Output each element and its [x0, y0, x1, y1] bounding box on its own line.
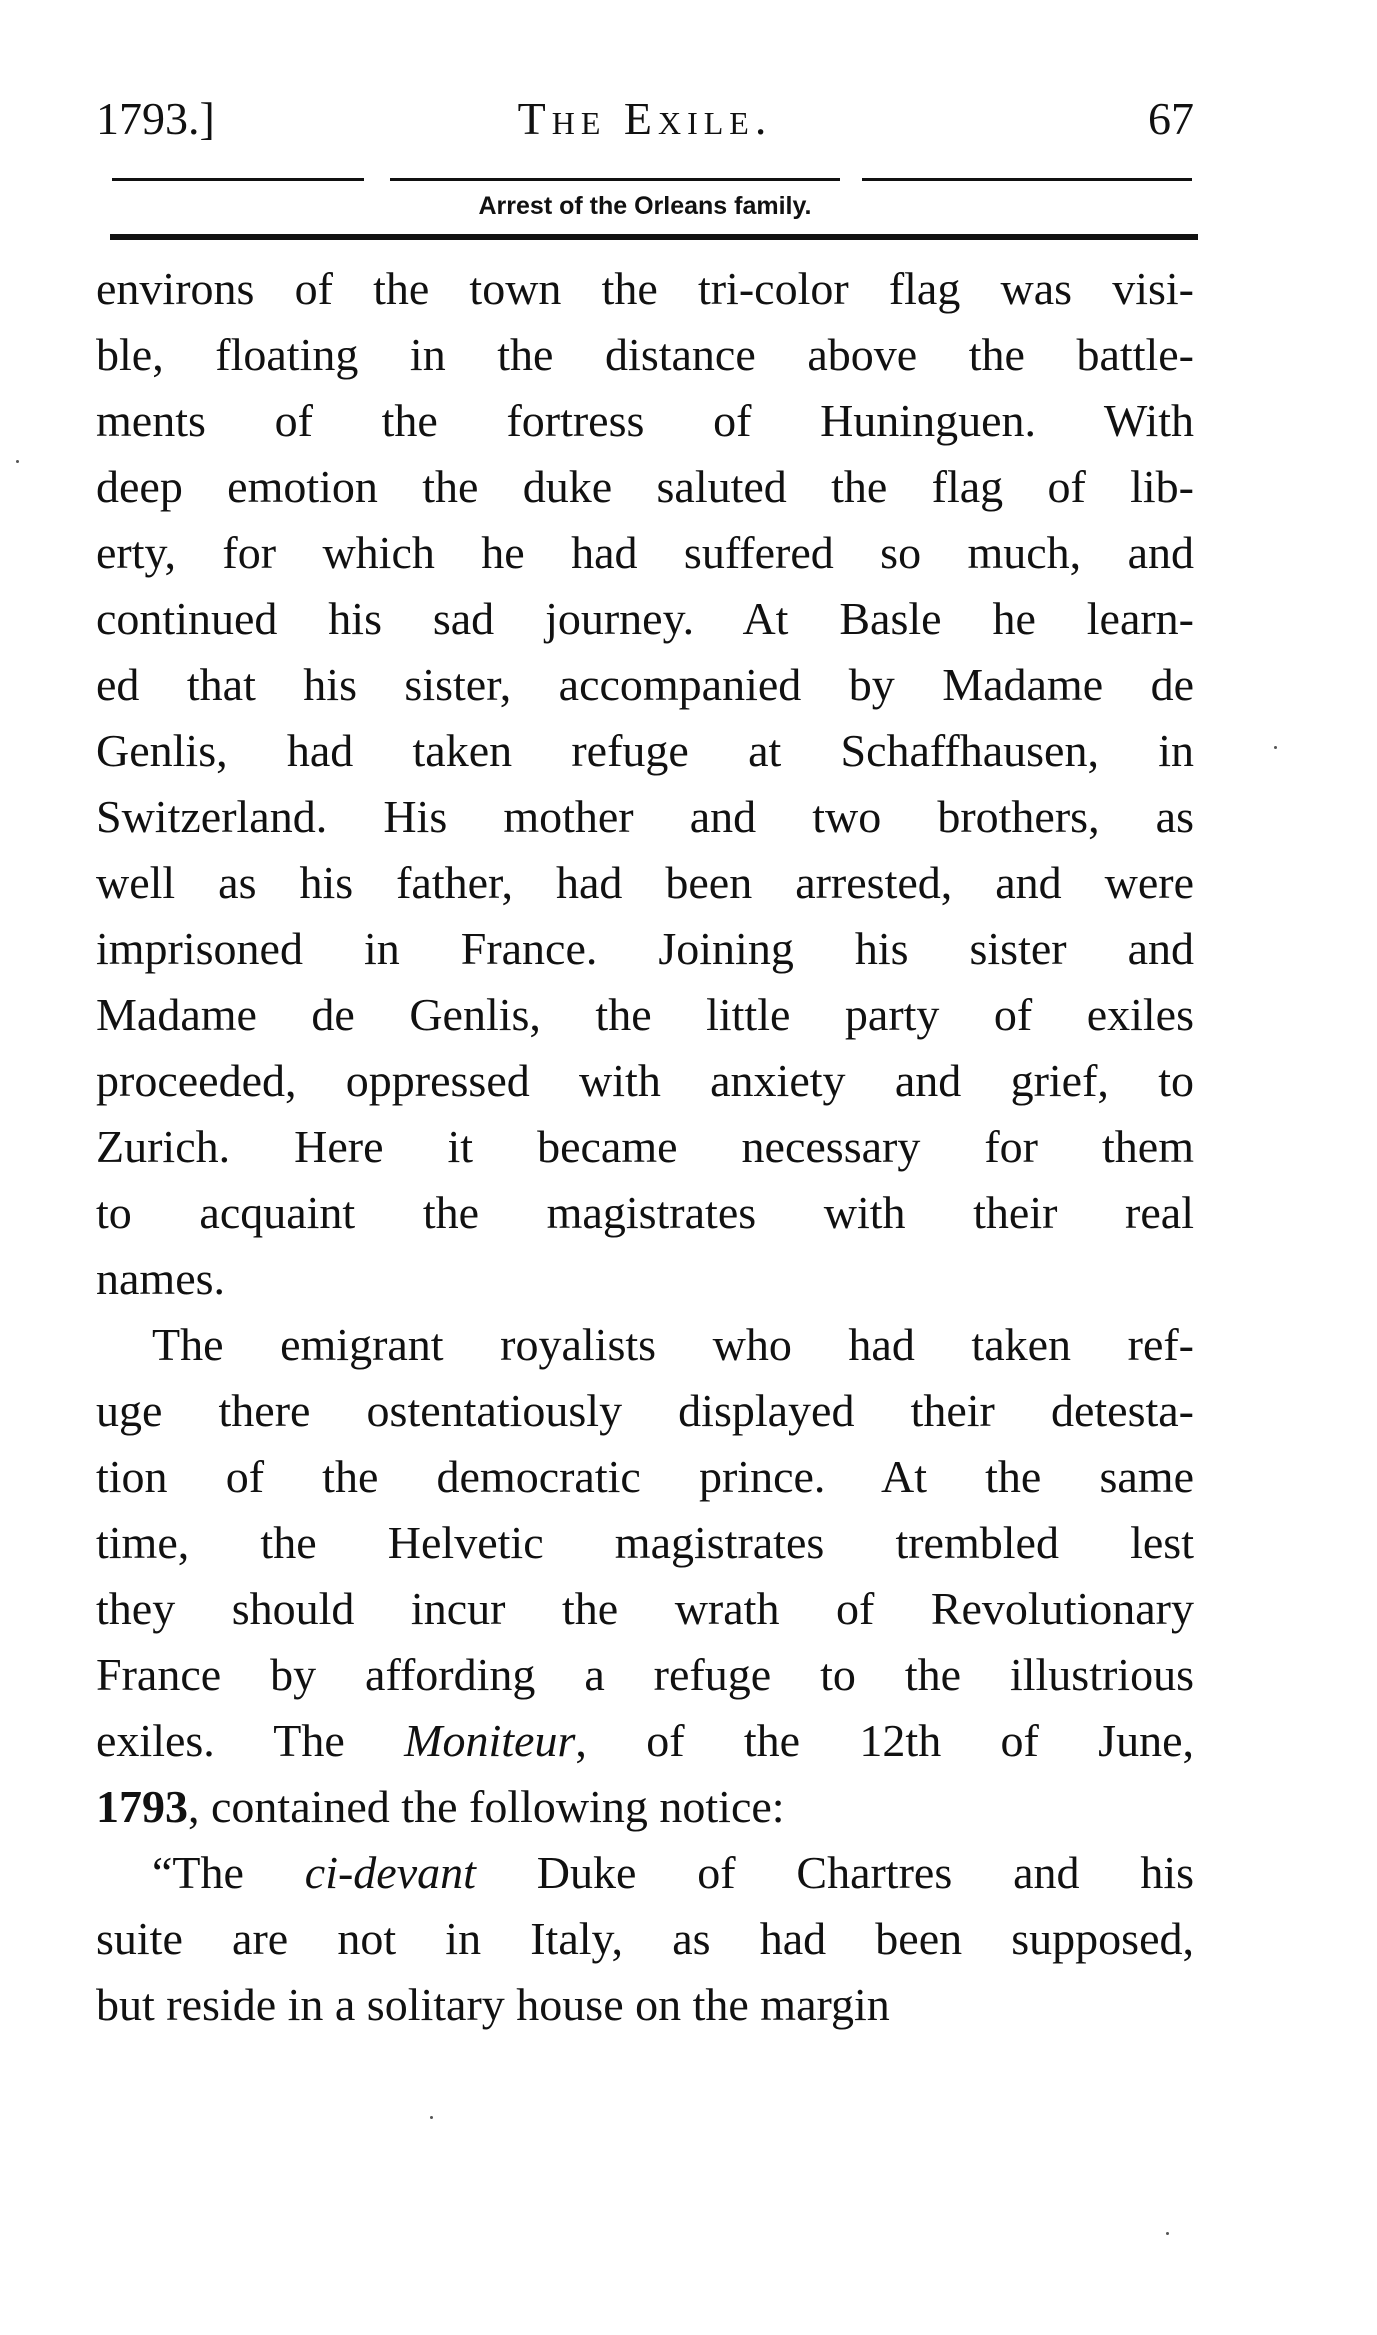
text-segment: Zurich. Here it became necessary for them	[96, 1121, 1194, 1172]
text-segment: but reside in a solitary house on the margin	[96, 1979, 890, 2030]
text-line	[96, 1906, 1194, 1972]
text-segment: “The	[152, 1847, 305, 1898]
text-line	[96, 916, 1194, 982]
text-line	[96, 1048, 1194, 1114]
text-segment: deep emotion the duke saluted the flag of lib-	[96, 461, 1194, 512]
header-rule-bottom	[110, 234, 1198, 240]
text-segment: to acquaint the magistrates with their real	[96, 1187, 1194, 1238]
text-segment: , of the 12th of June,	[575, 1715, 1195, 1766]
page-number: 67	[1148, 93, 1194, 144]
text-line	[96, 454, 1194, 520]
text-line	[96, 652, 1194, 718]
text-line	[96, 256, 1194, 322]
text-segment: ci-devant	[304, 1847, 476, 1898]
text-segment: France by affording a refuge to the illustrious	[96, 1649, 1194, 1700]
text-line	[96, 520, 1194, 586]
body-text	[96, 256, 1194, 2038]
text-line	[96, 1774, 1194, 1840]
text-line	[96, 1972, 1194, 2038]
text-segment: Genlis, had taken refuge at Schaffhausen, in	[96, 725, 1194, 776]
text-segment: uge there ostentatiously displayed their detesta-	[96, 1385, 1194, 1436]
text-segment: Switzerland. His mother and two brothers, as	[96, 791, 1194, 842]
text-segment: Duke of Chartres and his	[475, 1847, 1195, 1898]
text-line	[96, 1840, 1194, 1906]
text-segment: well as his father, had been arrested, and were	[96, 857, 1194, 908]
section-subheading: Arrest of the Orleans family.	[478, 192, 812, 220]
text-segment: ble, floating in the distance above the battle-	[96, 329, 1194, 380]
text-line	[96, 1576, 1194, 1642]
text-segment: they should incur the wrath of Revolutionary	[96, 1583, 1194, 1634]
text-line	[96, 718, 1194, 784]
text-segment: exiles. The	[96, 1715, 405, 1766]
text-line	[96, 1510, 1194, 1576]
text-segment: The emigrant royalists who had taken ref-	[152, 1319, 1194, 1370]
text-line	[96, 322, 1194, 388]
text-segment: suite are not in Italy, as had been supposed,	[96, 1913, 1194, 1964]
text-line	[96, 1378, 1194, 1444]
text-segment: environs of the town the tri-color flag was visi-	[96, 263, 1194, 314]
text-line	[96, 1312, 1194, 1378]
text-segment: ments of the fortress of Huninguen. With	[96, 395, 1194, 446]
text-segment: continued his sad journey. At Basle he learn-	[96, 593, 1194, 644]
text-segment: , contained the following notice:	[188, 1781, 785, 1832]
text-segment: 1793	[96, 1781, 188, 1832]
text-line	[96, 586, 1194, 652]
text-line	[96, 1114, 1194, 1180]
text-line	[96, 1642, 1194, 1708]
page-speck	[1274, 746, 1277, 749]
text-segment: erty, for which he had suffered so much, and	[96, 527, 1194, 578]
text-line	[96, 1708, 1194, 1774]
text-line	[96, 982, 1194, 1048]
header-rule-left	[112, 178, 364, 181]
text-segment: imprisoned in France. Joining his sister and	[96, 923, 1194, 974]
text-segment: tion of the democratic prince. At the same	[96, 1451, 1194, 1502]
text-segment: Madame de Genlis, the little party of exiles	[96, 989, 1194, 1040]
text-line	[96, 1180, 1194, 1246]
header-year: 1793.]	[96, 93, 215, 144]
text-segment: names.	[96, 1253, 226, 1304]
text-line	[96, 388, 1194, 454]
text-line	[96, 1444, 1194, 1510]
text-segment: proceeded, oppressed with anxiety and grief, to	[96, 1055, 1194, 1106]
text-line	[96, 850, 1194, 916]
running-head	[96, 84, 1194, 154]
text-segment: ed that his sister, accompanied by Madame de	[96, 659, 1194, 710]
text-segment: Moniteur	[404, 1715, 576, 1766]
text-line	[96, 1246, 1194, 1312]
page-speck	[1166, 2232, 1169, 2235]
text-segment: time, the Helvetic magistrates trembled lest	[96, 1517, 1194, 1568]
header-rule-middle	[390, 178, 840, 181]
page-speck	[16, 460, 19, 463]
header-title: The Exile.	[517, 93, 773, 144]
text-line	[96, 784, 1194, 850]
header-rule-right	[862, 178, 1192, 181]
page-speck	[430, 2116, 433, 2119]
